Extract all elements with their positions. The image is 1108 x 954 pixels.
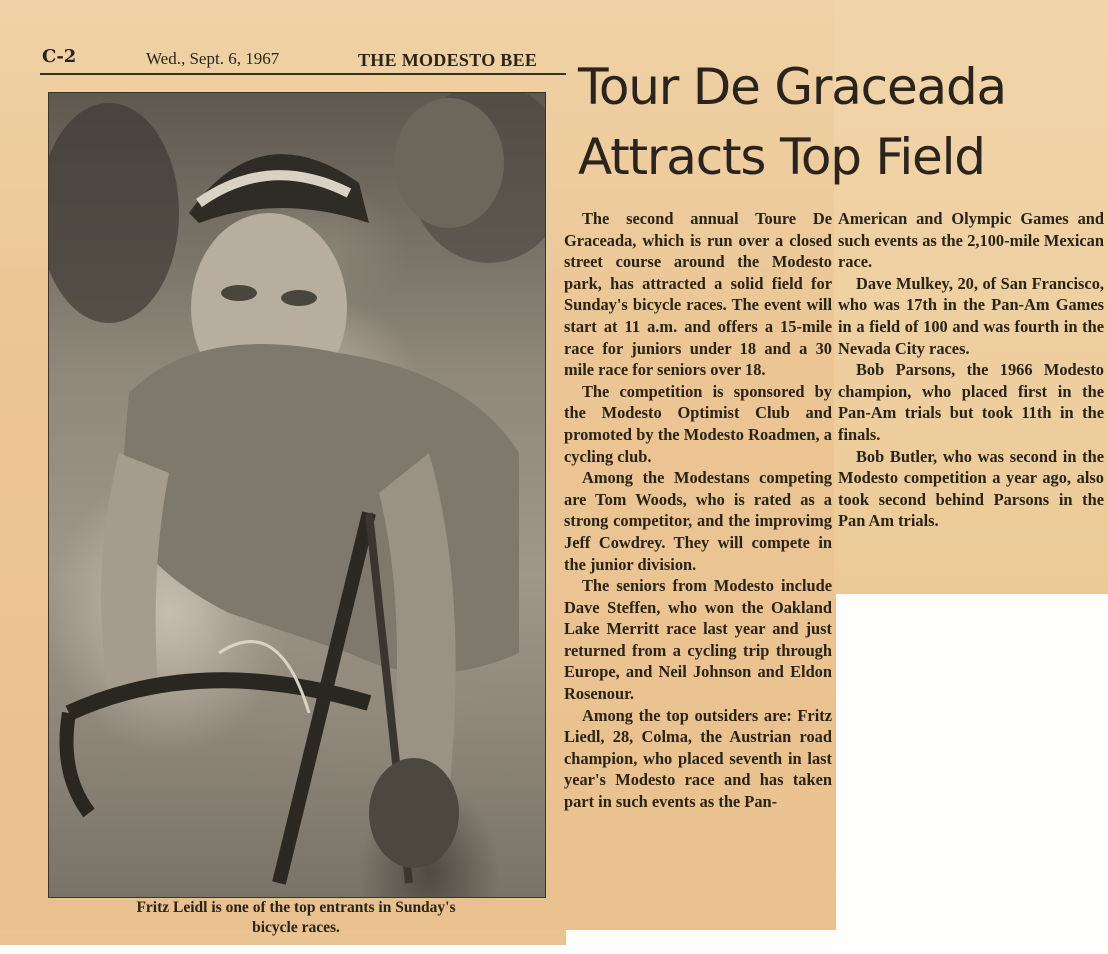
issue-date: Wed., Sept. 6, 1967 (146, 49, 280, 68)
paragraph: The seniors from Modesto include Dave Steffen, who won the Oakland Lake Merritt race last year and just returned from a cycling trip through Europe, and Neil Johnson and Eldon Rosenour. (564, 576, 832, 704)
paragraph: The second annual Toure De Graceada, which is run over a closed street course around the Modesto park, has attracted a solid field for Sunday's bicycle races. The event will start at 11 a.m. and offers a 15-mile race for juniors under 18 and a 30 mile race for seniors over 18. (564, 209, 832, 380)
article-column-2 (838, 208, 1104, 532)
paragraph: Among the Modestans competing are Tom Woods, who is rated as a strong competitor, and the improvimg Jeff Cowdrey. They will compete in the junior division. (564, 468, 832, 574)
caption-line-2: bicycle races. (252, 919, 340, 936)
article-headline (578, 52, 1098, 192)
cyclist-photo (48, 92, 546, 898)
paragraph: The competition is sponsored by the Modesto Optimist Club and promoted by the Modesto Roadmen, a cycling club. (564, 381, 832, 466)
headline-line-1: Tour De Graceada (578, 58, 1006, 116)
paragraph: Among the top outsiders are: Fritz Liedl, 28, Colma, the Austrian road champion, who placed seventh in last year's Modesto race and has taken part in such events as the Pan- (564, 705, 832, 812)
article-column-1 (564, 208, 832, 813)
header-rule (40, 73, 566, 75)
paragraph: Dave Mulkey, 20, of San Francisco, who was 17th in the Pan-Am Games in a field of 100 and was fourth in the Nevada City races. (838, 273, 1104, 358)
photo-caption (48, 898, 544, 938)
headline-line-2: Attracts Top Field (578, 128, 985, 186)
page-number: C-2 (42, 46, 77, 67)
paragraph: Bob Parsons, the 1966 Modesto champion, who placed first in the Pan-Am trials but took 11th in the finals. (838, 360, 1104, 444)
cyclist-illustration (49, 93, 545, 897)
paragraph: Bob Butler, who was second in the Modesto competition a year ago, also took second behind Parsons in the Pan Am trials. (838, 446, 1104, 531)
caption-line-1: Fritz Leidl is one of the top entrants in Sunday's (136, 899, 456, 916)
paragraph-continuation: American and Olympic Games and such events as the 2,100-mile Mexican race. (838, 209, 1104, 272)
newspaper-name: THE MODESTO BEE (358, 50, 538, 70)
